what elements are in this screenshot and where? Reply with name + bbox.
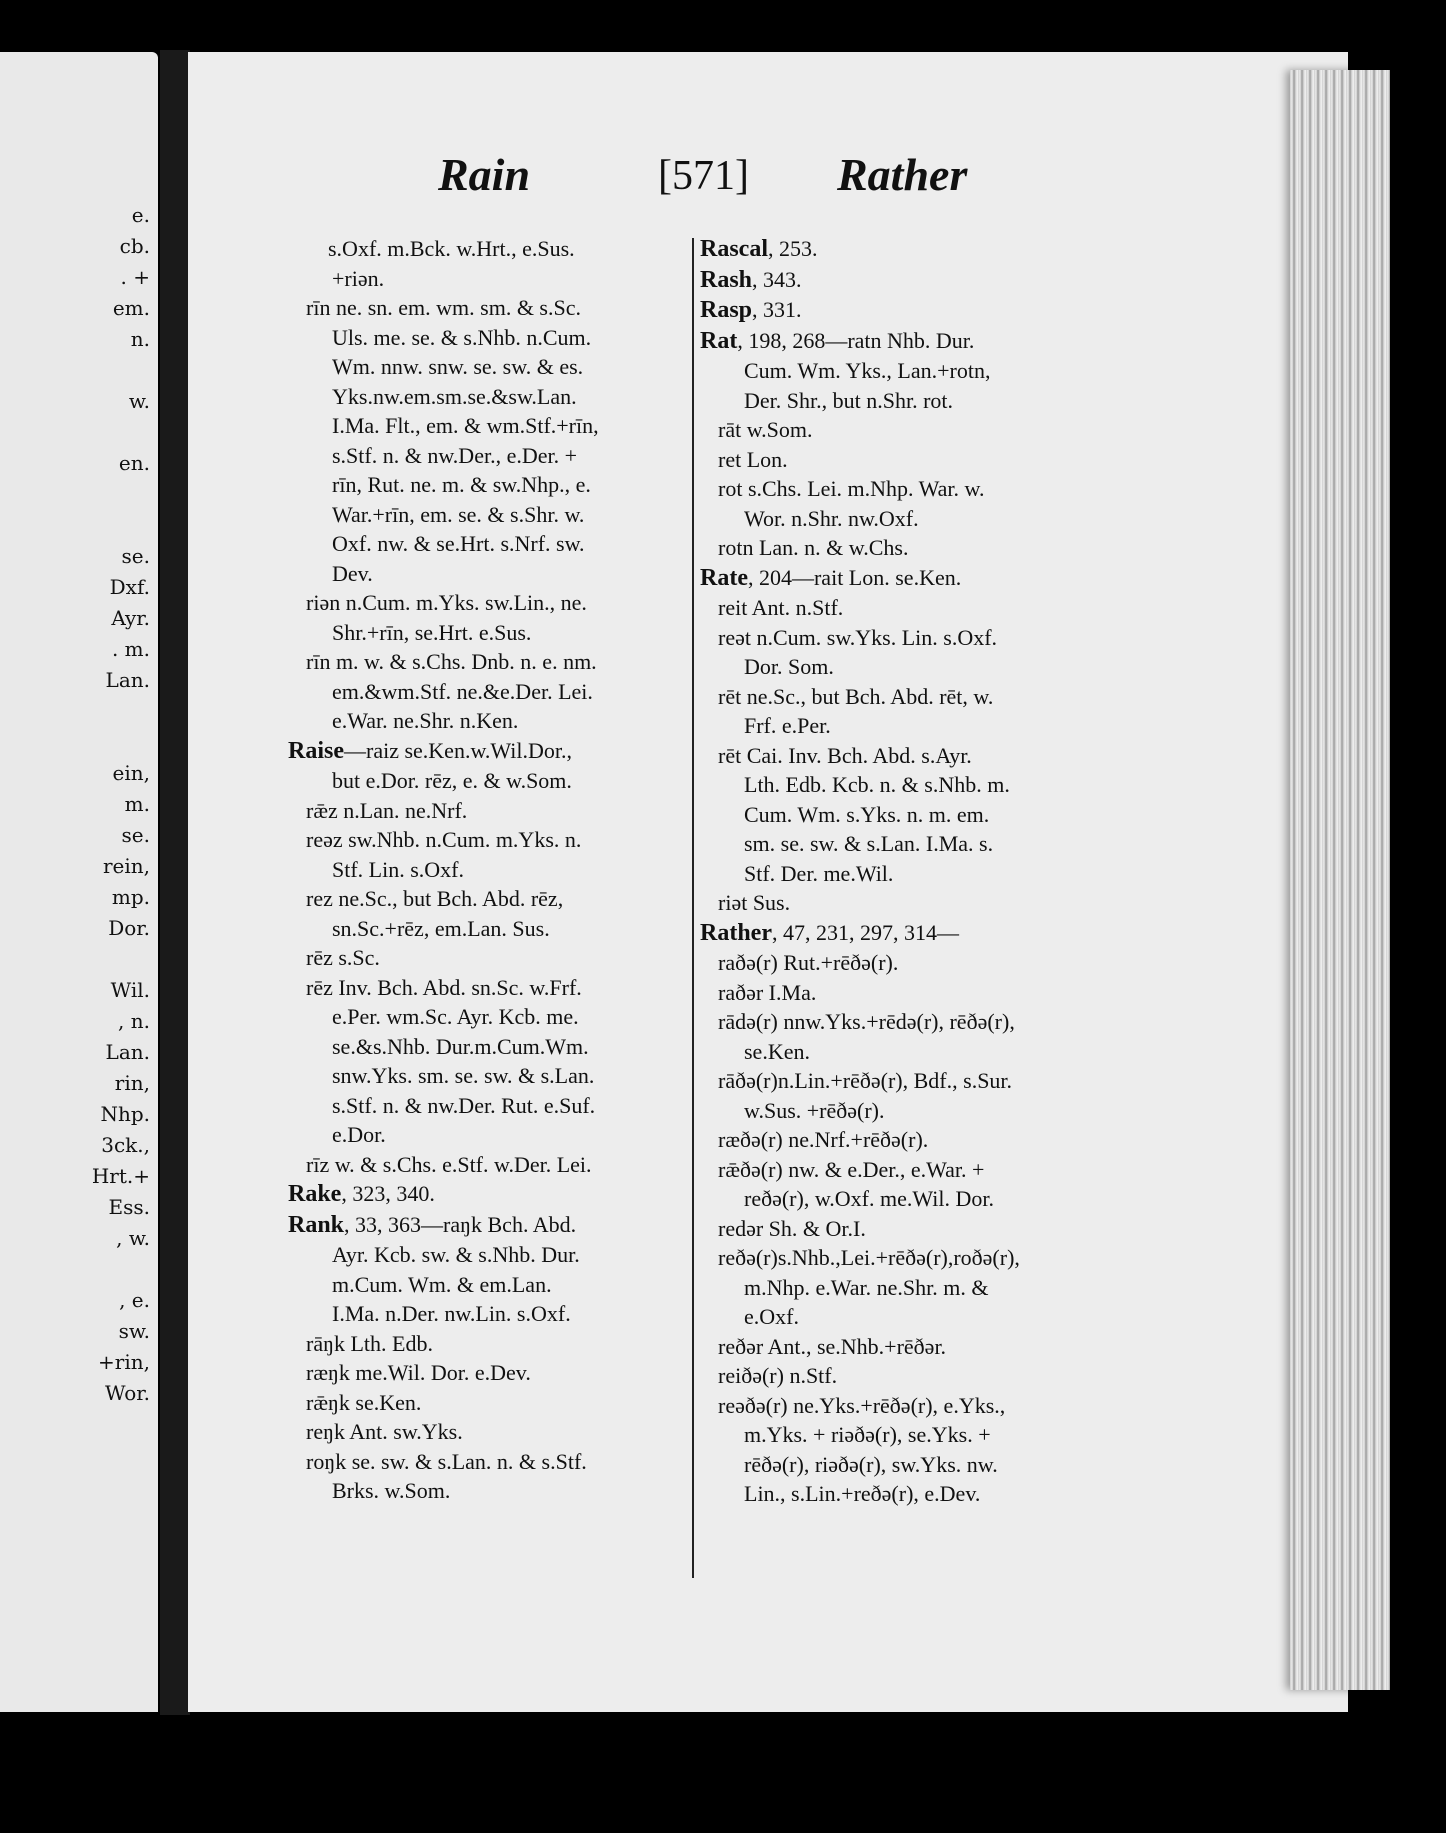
entry-headword-line: Rasp, 331. (700, 297, 802, 323)
entry-line: se.&s.Nhb. Dur.m.Cum.Wm. (332, 1033, 589, 1059)
entry-line: Cum. Wm. s.Yks. n. m. em. (744, 801, 990, 827)
entry-line: Brks. w.Som. (332, 1478, 451, 1503)
entry-line: reŋk Ant. sw.Yks. (306, 1419, 463, 1444)
right-column (700, 234, 1080, 1509)
entry-line: em.&wm.Stf. ne.&e.Der. Lei. (332, 678, 593, 704)
entry-line: ræŋk me.Wil. Dor. e.Dev. (306, 1360, 531, 1385)
entry-line: se.Ken. (744, 1038, 810, 1064)
entry-line: rotn Lan. n. & w.Chs. (718, 535, 909, 560)
fragment-line: . + (120, 265, 150, 289)
entry-line: roŋk se. sw. & s.Lan. n. & s.Stf. (306, 1448, 587, 1474)
entry-headword-line: Rat, 198, 268—ratn Nhb. Dur. (700, 327, 975, 354)
fragment-line: Wor. (105, 1381, 150, 1405)
entry-line: Ayr. Kcb. sw. & s.Nhb. Dur. (332, 1242, 580, 1267)
entry-line: sn.Sc.+rēz, em.Lan. Sus. (332, 915, 550, 941)
fragment-line: en. (118, 451, 150, 475)
fragment-line: Lan. (105, 1040, 150, 1064)
entry-headword-line: Rather, 47, 231, 297, 314— (700, 919, 959, 946)
entry-line: e.War. ne.Shr. n.Ken. (332, 708, 519, 733)
entry-line: snw.Yks. sm. se. sw. & s.Lan. (332, 1063, 595, 1088)
column-divider (692, 238, 694, 1578)
entry-line: Stf. Der. me.Wil. (744, 860, 894, 886)
entry-line: riət Sus. (718, 890, 791, 915)
entry-line: reəz sw.Nhb. n.Cum. m.Yks. n. (306, 827, 582, 852)
entry-line: rēt ne.Sc., but Bch. Abd. rēt, w. (718, 683, 994, 709)
entry-line: rāt w.Som. (718, 417, 813, 442)
entry-line: rādə(r) nnw.Yks.+rēdə(r), rēðə(r), (718, 1009, 1015, 1034)
entry-line: rīn, Rut. ne. m. & sw.Nhp., e. (332, 472, 591, 497)
entry-headword-line: Rank, 33, 363—raŋk Bch. Abd. (288, 1211, 577, 1238)
entry-line: reit Ant. n.Stf. (718, 595, 844, 620)
entry-line: rot s.Chs. Lei. m.Nhp. War. w. (718, 476, 985, 501)
fragment-line: 3ck., (101, 1133, 150, 1157)
entry-line: Lin., s.Lin.+reðə(r), e.Dev. (744, 1481, 981, 1506)
fragment-line: rin, (114, 1071, 150, 1095)
book-gutter (160, 50, 190, 1715)
entry-line: Dev. (332, 560, 373, 586)
fragment-line: e. (131, 203, 150, 227)
fragment-line: em. (112, 296, 150, 320)
entry-line: I.Ma. n.Der. nw.Lin. s.Oxf. (332, 1301, 571, 1326)
entry-line: m.Yks. + riəðə(r), se.Yks. + (744, 1422, 991, 1447)
entry-line: Dor. Som. (744, 654, 834, 679)
entry-headword-line: Rake, 323, 340. (288, 1181, 435, 1207)
entry-line: Wm. nnw. snw. se. sw. & es. (332, 354, 584, 379)
fragment-line: , w. (116, 1226, 150, 1250)
entry-line: m.Cum. Wm. & em.Lan. (332, 1271, 552, 1297)
fragment-line: Ayr. (111, 606, 150, 630)
entry-line: Shr.+rīn, se.Hrt. e.Sus. (332, 619, 532, 645)
fragment-line: , n. (118, 1009, 150, 1033)
entry-line: rǣðə(r) nw. & e.Der., e.War. + (718, 1156, 985, 1182)
entry-line: reəðə(r) ne.Yks.+rēðə(r), e.Yks., (718, 1392, 1006, 1418)
entry-line: Wor. n.Shr. nw.Oxf. (744, 505, 919, 531)
running-head-right: Rather (837, 149, 968, 200)
entry-line: s.Stf. n. & nw.Der. Rut. e.Suf. (332, 1092, 596, 1118)
running-head-left: Rain (438, 149, 531, 200)
entry-line: rǣz n.Lan. ne.Nrf. (306, 797, 468, 823)
entry-line: +riən. (332, 265, 385, 291)
fragment-line: +rin, (98, 1350, 150, 1374)
entry-line: raðər I.Ma. (718, 979, 817, 1005)
fragment-line: sw. (118, 1319, 150, 1343)
entry-line: raðə(r) Rut.+rēðə(r). (718, 950, 899, 975)
entry-line: e.Oxf. (744, 1304, 799, 1329)
entry-line: Lth. Edb. Kcb. n. & s.Nhb. m. (744, 772, 1010, 797)
entry-headword-line: Rash, 343. (700, 266, 802, 293)
fragment-line: Lan. (105, 668, 150, 692)
entry-line: s.Stf. n. & nw.Der., e.Der. + (332, 442, 578, 468)
entry-headword-line: Rascal, 253. (700, 236, 818, 262)
entry-headword-line: Raise—raiz se.Ken.w.Wil.Dor., (288, 737, 573, 764)
entry-line: reðə(r)s.Nhb.,Lei.+rēðə(r),roðə(r), (718, 1245, 1020, 1270)
fragment-line: Nhp. (100, 1102, 150, 1126)
fragment-line: se. (121, 823, 150, 847)
entry-line: rīn ne. sn. em. wm. sm. & s.Sc. (306, 295, 581, 320)
entry-line: e.Dor. (332, 1122, 386, 1147)
entry-line: I.Ma. Flt., em. & wm.Stf.+rīn, (332, 413, 599, 438)
entry-line: ret Lon. (718, 446, 788, 472)
entry-line: rīn m. w. & s.Chs. Dnb. n. e. nm. (306, 649, 597, 674)
fragment-line: Hrt.+ (91, 1164, 150, 1188)
fragment-line: se. (121, 544, 150, 568)
entry-line: Stf. Lin. s.Oxf. (332, 856, 464, 882)
fragment-line: . m. (111, 637, 150, 661)
entry-line: riən n.Cum. m.Yks. sw.Lin., ne. (306, 590, 587, 615)
fragment-line: Dor. (108, 916, 150, 940)
entry-line: ræðə(r) ne.Nrf.+rēðə(r). (718, 1127, 929, 1152)
fragment-line: , e. (119, 1288, 150, 1312)
fragment-line: cb. (119, 234, 150, 258)
entry-line: rīz w. & s.Chs. e.Stf. w.Der. Lei. (306, 1151, 592, 1177)
fragment-line: w. (128, 389, 150, 413)
entry-line: rǣŋk se.Ken. (306, 1389, 422, 1415)
left-column (288, 234, 688, 1506)
entry-line: Oxf. nw. & se.Hrt. s.Nrf. sw. (332, 531, 585, 556)
fragment-line: Dxf. (109, 575, 150, 599)
entry-line: rez ne.Sc., but Bch. Abd. rēz, (306, 886, 564, 911)
entry-line: w.Sus. +rēðə(r). (744, 1097, 885, 1123)
fragment-line: ein, (112, 761, 150, 785)
entry-line: reðər Ant., se.Nhb.+rēðər. (718, 1333, 947, 1359)
entry-line: Frf. e.Per. (744, 713, 831, 738)
page-number: [571] (658, 153, 749, 199)
entry-line: Yks.nw.em.sm.se.&sw.Lan. (332, 383, 577, 409)
entry-line: reiðə(r) n.Stf. (718, 1363, 838, 1388)
entry-line: Cum. Wm. Yks., Lan.+rotn, (744, 358, 991, 383)
fragment-line: n. (130, 327, 150, 351)
entry-line: m.Nhp. e.War. ne.Shr. m. & (744, 1274, 989, 1300)
fragment-line: Ess. (108, 1195, 150, 1219)
entry-line: Der. Shr., but n.Shr. rot. (744, 387, 954, 413)
entry-line: reðə(r), w.Oxf. me.Wil. Dor. (744, 1186, 994, 1211)
fragment-line: rein, (102, 854, 150, 878)
fragment-line: Wil. (110, 978, 150, 1002)
entry-line: but e.Dor. rēz, e. & w.Som. (332, 768, 572, 793)
entry-line: rāŋk Lth. Edb. (306, 1330, 433, 1356)
entry-line: rēz Inv. Bch. Abd. sn.Sc. w.Frf. (306, 974, 582, 1000)
entry-line: Uls. me. se. & s.Nhb. n.Cum. (332, 324, 592, 350)
entry-line: sm. se. sw. & s.Lan. I.Ma. s. (744, 831, 994, 856)
entry-line: e.Per. wm.Sc. Ayr. Kcb. me. (332, 1004, 579, 1029)
entry-line: rēðə(r), riəðə(r), sw.Yks. nw. (744, 1451, 998, 1477)
previous-page-fragment (0, 52, 158, 1712)
entry-headword-line: Rate, 204—rait Lon. se.Ken. (700, 564, 962, 591)
entry-line: s.Oxf. m.Bck. w.Hrt., e.Sus. (328, 236, 575, 261)
page-stack-edge (1290, 70, 1390, 1690)
fragment-line: m. (124, 792, 150, 816)
entry-line: War.+rīn, em. se. & s.Shr. w. (332, 501, 585, 527)
entry-line: rāðə(r)n.Lin.+rēðə(r), Bdf., s.Sur. (718, 1068, 1013, 1093)
entry-line: redər Sh. & Or.I. (718, 1215, 866, 1241)
entry-line: rēt Cai. Inv. Bch. Abd. s.Ayr. (718, 742, 972, 768)
entry-line: rēz s.Sc. (306, 945, 380, 970)
fragment-line: mp. (111, 885, 150, 909)
entry-line: reət n.Cum. sw.Yks. Lin. s.Oxf. (718, 624, 998, 650)
